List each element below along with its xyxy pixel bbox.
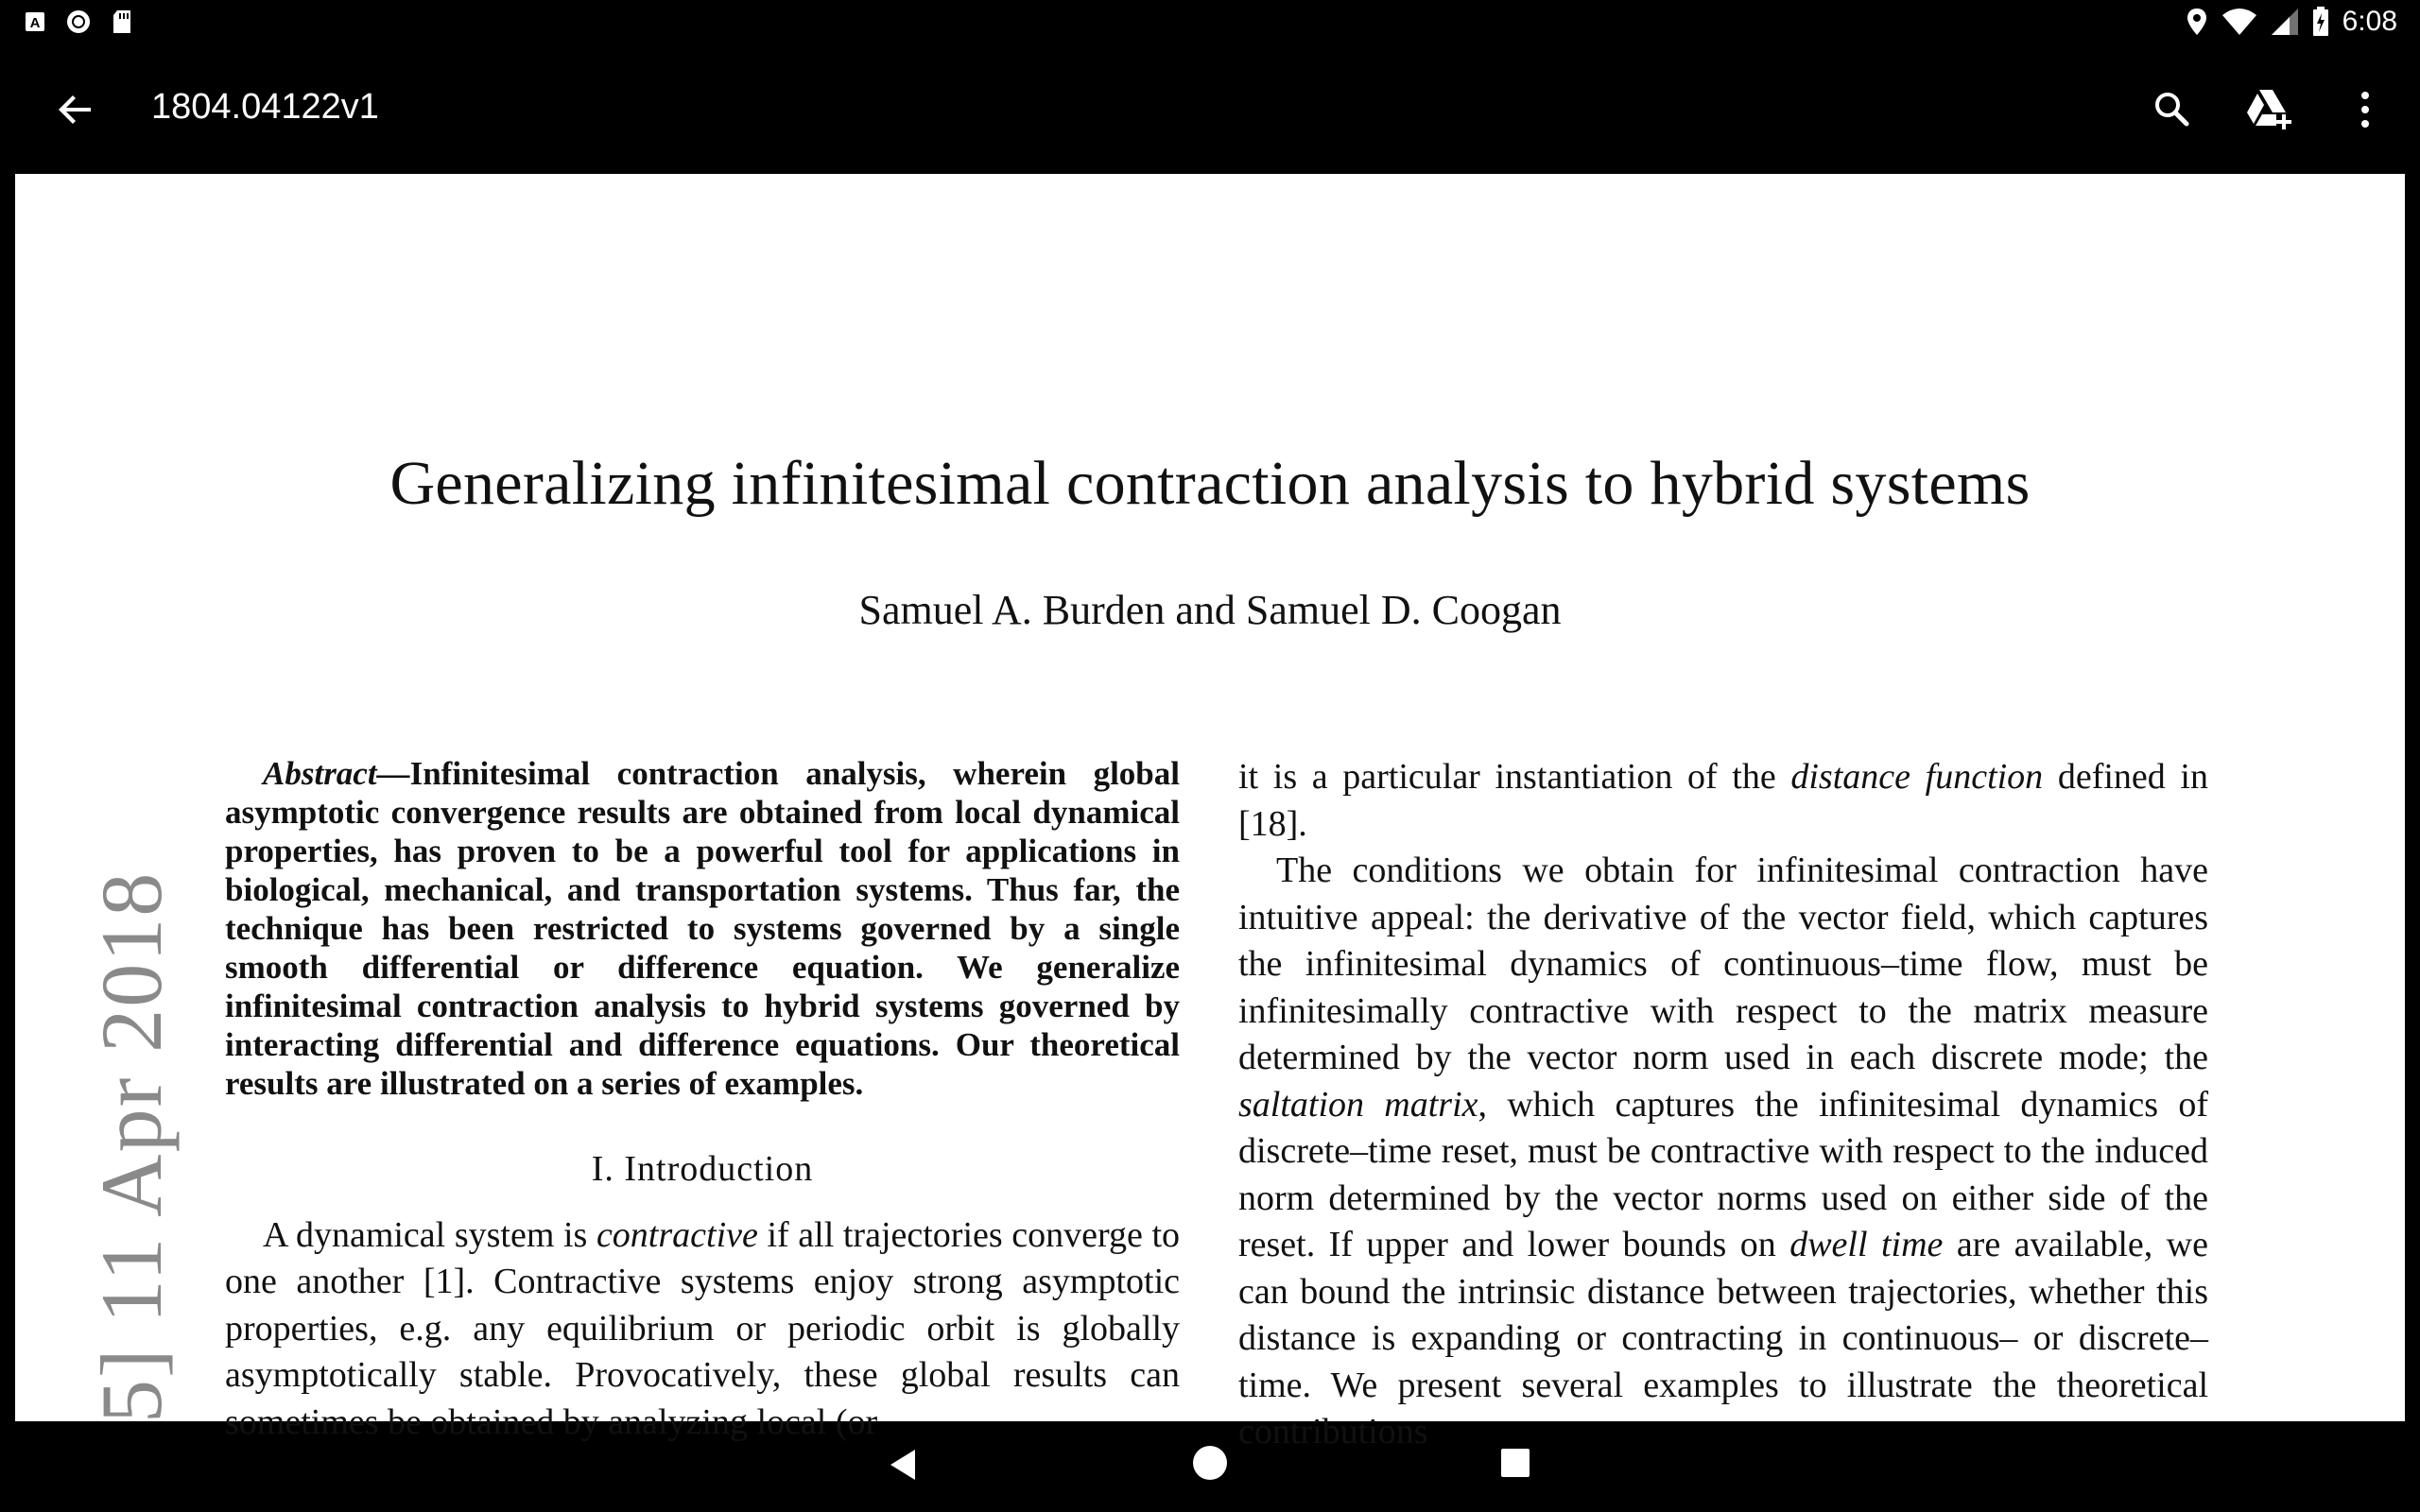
- toolbar-actions: [2146, 83, 2392, 136]
- text-run: if all trajectories converge to one another [1]. Contractive systems enjoy strong asymptotic properties, e.g. any equilibrium or periodic orbit is globally asymptotically stable. Provocatively, these global results can sometimes be obtained by analyzing local (or: [225, 1214, 1180, 1442]
- status-bar: [0, 0, 2420, 45]
- location-icon: [2186, 8, 2208, 36]
- pdf-page[interactable]: [15, 174, 2405, 1452]
- wifi-icon: [2221, 8, 2257, 36]
- right-paragraph-1: [1238, 754, 2208, 848]
- right-column: [1238, 754, 2208, 1456]
- nav-home-icon[interactable]: [1193, 1446, 1227, 1480]
- abstract: [225, 754, 1180, 1103]
- right-paragraph-2: [1238, 848, 2208, 1456]
- abstract-text: Infinitesimal contraction analysis, wherein global asymptotic convergence results are obtained from local dynamical properties, has proven to be a powerful tool for applications in biological, mechanical, and transportation systems. Thus far, the technique has been restricted to systems governed by a single smooth differential or difference equation. We generalize infinitesimal contraction analysis to hybrid systems governed by interacting differential and difference equations. Our theoretical results are illustrated on a series of examples.: [225, 755, 1180, 1102]
- left-column: [225, 754, 1180, 1446]
- signal-icon: [2271, 8, 2299, 36]
- drive-add-icon[interactable]: [2242, 83, 2295, 136]
- text-run: A dynamical system is: [263, 1214, 596, 1255]
- status-left-icons: [25, 9, 132, 34]
- text-run: defined in [18].: [1238, 757, 2208, 844]
- text-run: are available, we can bound the intrinsic distance between trajectories, whether this distance is expanding or contracting in continuous– or discrete– time. We present several examples to illustrate the theoretical contributions: [1238, 1225, 2208, 1452]
- search-icon[interactable]: [2146, 83, 2199, 136]
- sd-card-icon: [112, 9, 132, 34]
- section-heading: I. Introduction: [591, 1149, 814, 1189]
- intro-paragraph: [225, 1212, 1180, 1447]
- text-run: , which captures the infinitesimal dynamics of discrete–time reset, must be contractive with respect to the induced norm determined by the vector norms used on either side of the reset. If upper and lower bounds on: [1238, 1084, 2209, 1264]
- app-toolbar: [0, 45, 2420, 174]
- abstract-label: Abstract—: [263, 755, 410, 792]
- emphasis: saltation matrix: [1238, 1084, 1478, 1125]
- arxiv-side-stamp: 5] 11 Apr 2018: [83, 870, 180, 1423]
- emphasis: distance function: [1790, 757, 2044, 797]
- text-run: it is a particular instantiation of the: [1238, 757, 1791, 797]
- status-right: [2186, 6, 2397, 38]
- nav-recents-icon[interactable]: [1501, 1449, 1530, 1477]
- status-time: 6:08: [2342, 6, 2397, 37]
- more-vert-icon[interactable]: [2339, 83, 2392, 136]
- document-title: 1804.04122v1: [151, 87, 379, 127]
- paper-authors: Samuel A. Burden and Samuel D. Coogan: [858, 587, 1562, 633]
- text-run: The conditions we obtain for infinitesimal contraction have intuitive appeal: the derivative of the vector field, which captures the infinitesimal dynamics of continuous–time flow, must be infinitesimally contractive with respect to the matrix measure determined by the vector norm used in each discrete mode; the: [1238, 850, 2208, 1077]
- nav-back-icon[interactable]: [889, 1448, 917, 1486]
- a-box-icon: [25, 11, 45, 32]
- back-arrow-icon[interactable]: [49, 83, 102, 136]
- system-nav-bar: [0, 1421, 2420, 1512]
- emphasis: contractive: [596, 1214, 758, 1255]
- emphasis: dwell time: [1789, 1225, 1944, 1264]
- battery-charging-icon: [2312, 7, 2329, 37]
- svg-text:A: A: [29, 15, 41, 31]
- record-icon: [66, 9, 91, 34]
- paper-title: Generalizing infinitesimal contraction analysis to hybrid systems: [389, 449, 2031, 518]
